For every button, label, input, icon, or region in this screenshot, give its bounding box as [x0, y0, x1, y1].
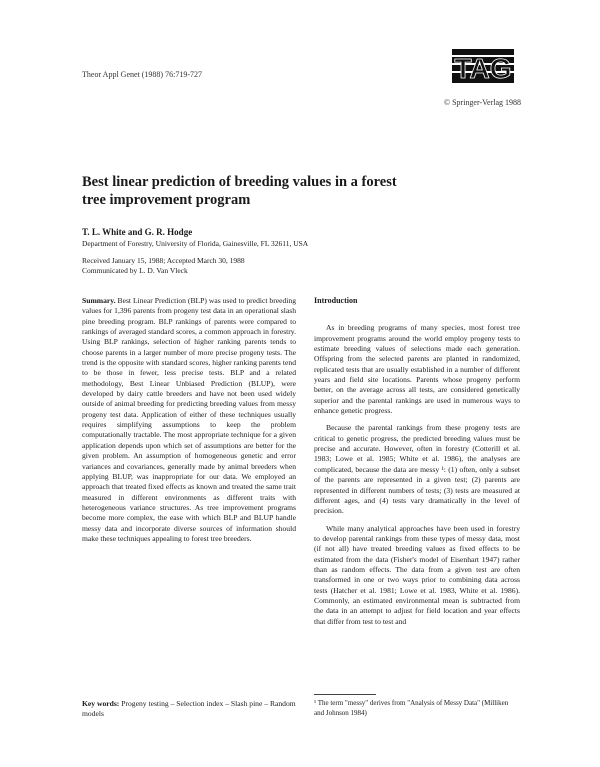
summary-text: Best Linear Prediction (BLP) was used to predict breeding values for 1,396 parents from progeny test data in an operational slash pine breeding program. BLP rankings of parents were compared to rankings of averaged standard scores, a common approach in forestry. Using BLP rankings, selection of higher ranking parents tends to choose parents in a larger number of more precise progeny tests. The trend is the opposite with standard scores, higher ranking parents tend to be those in fewer, less precise tests. BLP and a related methodology, Best Linear Unbiased Prediction (BLUP), were developed by dairy cattle breeders and have not been used widely outside of animal breeding for predicting breeding values from messy progeny test data. Application of either of these techniques usually requires simplifying assumptions to keep the problem computationally tractable. The most appropriate technique for a given application depends upon which set of assumptions are better for the given problem. An assumption of homogeneous genetic and error variances and covariances, generally made by animal breeders when applying BLUP, was inappropriate for our data. We employed an approach that treated fixed effects as known and treated the same trait measured in different environments as different traits with heterogeneous variance structures. As tree improvement programs become more complex, the ease with which BLP and BLUP handle messy data and incorporate diverse sources of information should make these techniques appealing to forest tree breeders.: [82, 296, 296, 543]
copyright-notice: © Springer-Verlag 1988: [444, 98, 522, 107]
summary-paragraph: [82, 296, 296, 544]
intro-paragraph: While many analytical approaches have been used in forestry to develop parental rankings from these types of messy data, most (if not all) have treated breeding values as fixed effects to be estimated from the data (Fisher's model of Eisenhart 1947) rather than as random effects. The data from a given test are often transformed in one or two ways prior to combining data across tests (Hatcher et al. 1981; Lowe et al. 1983, White et al. 1986). Commonly, an estimated environmental mean is subtracted from the data in an attempt to adjust for field location and year effects that differ from test to test and: [314, 523, 520, 626]
footnote-rule: [314, 694, 376, 695]
journal-citation: Theor Appl Genet (1988) 76:719-727: [82, 70, 202, 79]
introduction-heading: Introduction: [314, 296, 358, 305]
received-dates: [82, 256, 245, 276]
communicated-line: Communicated by L. D. Van Vleck: [82, 266, 188, 275]
received-line: Received January 15, 1988; Accepted March 30, 1988: [82, 256, 245, 265]
tag-logo-text: TAG: [454, 53, 512, 84]
introduction-column: [314, 296, 520, 627]
article-title: Best linear prediction of breeding values in a forest tree improvement program: [82, 174, 397, 208]
summary-label: Summary.: [82, 296, 116, 305]
authors: T. L. White and G. R. Hodge: [82, 227, 193, 237]
summary-column: [82, 296, 296, 544]
keywords: [82, 699, 296, 720]
keywords-text: Progeny testing – Selection index – Slash pine – Random models: [82, 699, 296, 719]
keywords-label: Key words:: [82, 699, 120, 708]
intro-paragraph: Because the parental rankings from these progeny tests are critical to genetic progress, the predicted breeding values must be precise and accurate. However, often in forestry (Cotterill et al. 1983; Lowe et al. 1985; White et al. 1986), the analyses are complicated, because the data are messy ¹: (1) often, only a subset of the parents are represented in a given test; (2) parents are represented in different numbers of tests; (3) tests are measured at different ages, and (4) tests vary dramatically in the level of precision.: [314, 423, 520, 516]
intro-paragraph: As in breeding programs of many species, most forest tree improvement programs around the world employ progeny tests to estimate breeding values of selections made each generation. Offspring from the selected parents are planted in randomized, replicated tests that are usually established in a number of different years and field site locations. Parents whose progeny perform better, on the average across all tests, are considered genetically superior and the parental rankings are used in numerous ways to enhance genetic progress.: [314, 323, 520, 416]
tag-journal-logo: [450, 45, 516, 89]
affiliation: Department of Forestry, University of Florida, Gainesville, FL 32611, USA: [82, 239, 309, 248]
footnote: ¹ The term "messy" derives from "Analysis of Messy Data" (Milliken and Johnson 1984): [314, 699, 509, 717]
